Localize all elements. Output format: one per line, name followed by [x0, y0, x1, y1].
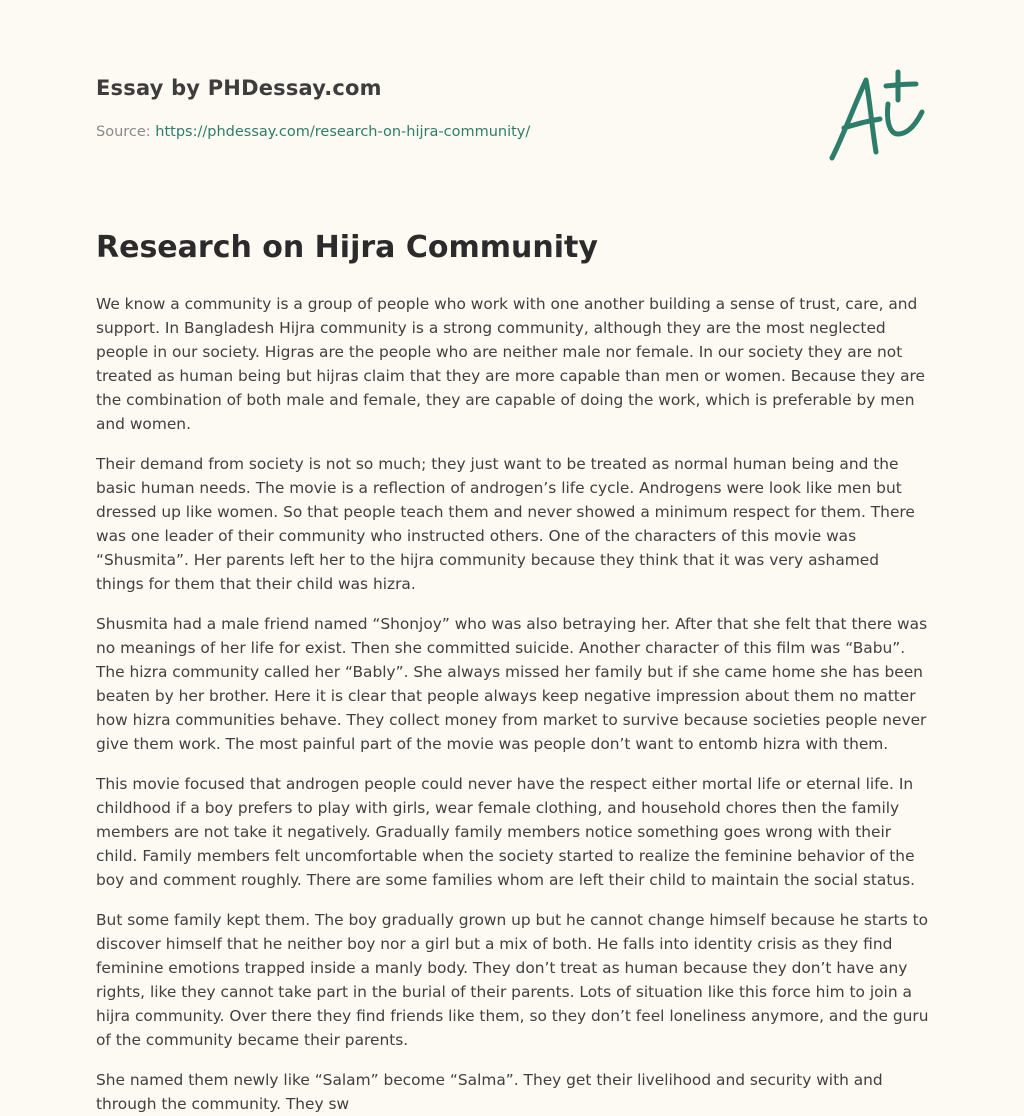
site-title: Essay by PHDessay.com: [96, 76, 382, 100]
essay-paragraph: She named them newly like “Salam” become “Salma”. They get their livelihood and security with and through the community. They sw: [96, 1071, 883, 1113]
source-line: [96, 124, 530, 140]
page-header: [96, 0, 930, 190]
source-label: Source:: [96, 124, 156, 140]
a-plus-logo-icon: [826, 66, 930, 166]
essay-paragraph: Shusmita had a male friend named “Shonjoy” who was also betraying her. After that she felt that there was no meanings of her life for exist. Then she committed suicide. Another character of this film was “Babu”. The hizra community called her “Bably”. She always missed her family but if she came home she has been beaten by her brother. Here it is clear that people always keep negative impression about them no matter how hizra communities behave. They collect money from market to survive because societies people never give them work. The most painful part of the movie was people don’t want to entomb hizra with them.: [96, 615, 928, 753]
essay-paragraph: But some family kept them. The boy gradually grown up but he cannot change himself because he starts to discover himself that he neither boy nor a girl but a mix of both. He falls into identity crisis as they find feminine emotions trapped inside a manly body. They don’t treat as human because they don’t have any rights, like they cannot take part in the burial of their parents. Lots of situation like this force him to join a hijra community. Over there they find friends like them, so they don’t feel loneliness anymore, and the guru of the community became their parents.: [96, 911, 929, 1049]
essay-paragraph: We know a community is a group of people who work with one another building a sense of trust, care, and support. In Bangladesh Hijra community is a strong community, although they are the most neglected people in our society. Higras are the people who are neither male nor female. In our society they are not treated as human being but hijras claim that they are more capable than men or women. Because they are the combination of both male and female, they are capable of doing the work, which is preferable by men and women.: [96, 295, 925, 433]
essay-paragraph: This movie focused that androgen people could never have the respect either mortal life or eternal life. In childhood if a boy prefers to play with girls, wear female clothing, and household chores then the family members are not take it negatively. Gradually family members notice something goes wrong with their child. Family members felt uncomfortable when the society started to realize the feminine behavior of the boy and comment roughly. There are some families whom are left their child to maintain the social status.: [96, 775, 916, 889]
essay-paragraph: Their demand from society is not so much; they just want to be treated as normal human being and the basic human needs. The movie is a reflection of androgen’s life cycle. Androgens were look like men but dressed up like women. So that people teach them and never showed a minimum respect for them. There was one leader of their community who instructed others. One of the characters of this movie was “Shusmita”. Her parents left her to the hijra community because they think that it was very ashamed things for them that their child was hizra.: [96, 455, 915, 593]
essay-title: Research on Hijra Community: [96, 230, 598, 265]
essay-body: [96, 292, 930, 1116]
source-link[interactable]: https://phdessay.com/research-on-hijra-community/: [155, 124, 531, 140]
